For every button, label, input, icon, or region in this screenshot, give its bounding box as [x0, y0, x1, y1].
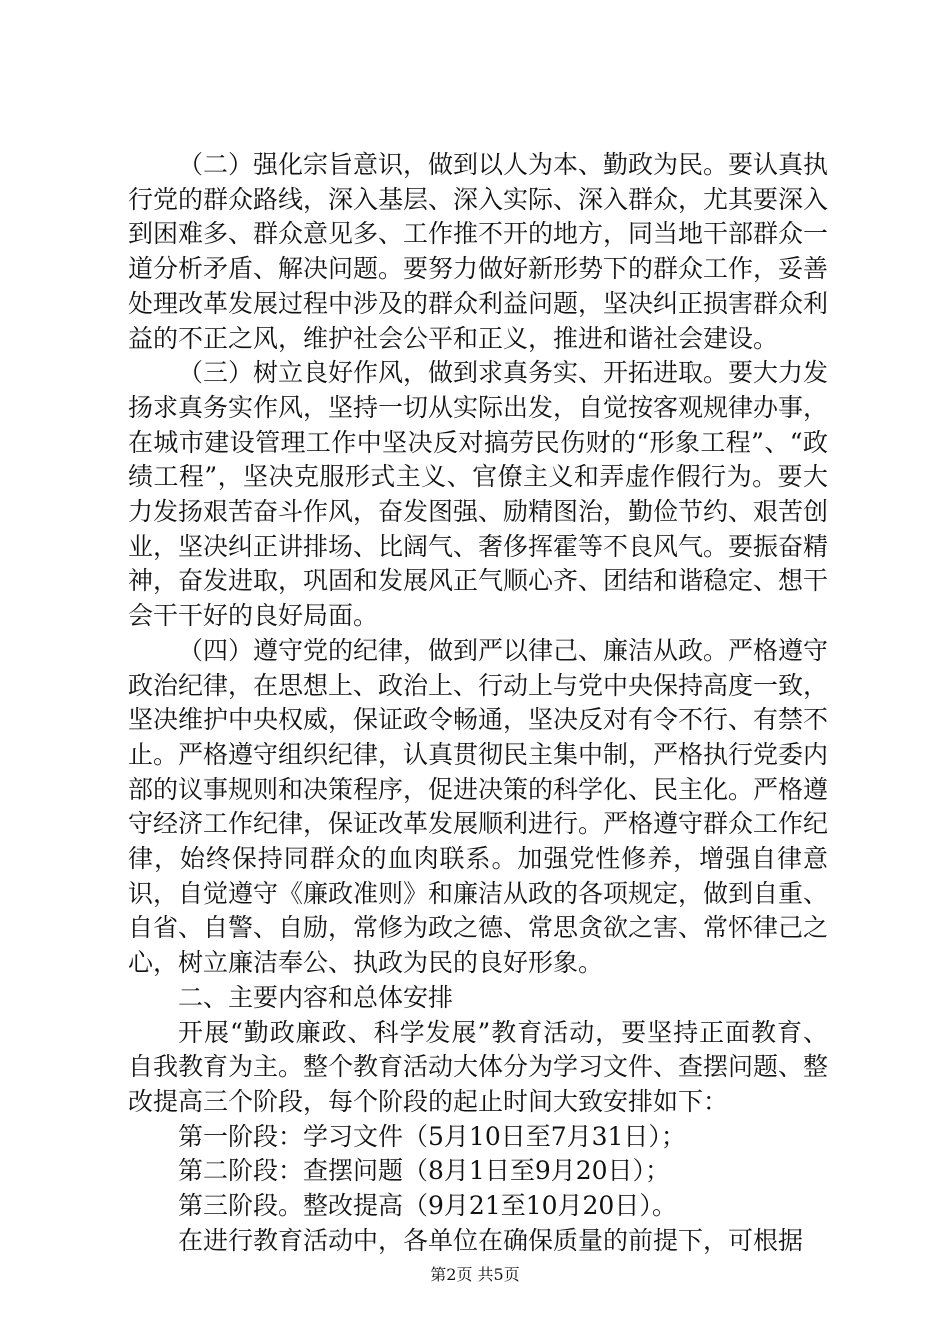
paragraph-style: （三）树立良好作风，做到求真务实、开拓进取。要大力发扬求真务实作风，坚持一切从实际出发，自觉按客观规律办事，在城市建设管理工作中坚决反对搞劳民伤财的“形象工程”、“政绩工程”，坚决克服形式主义、官僚主义和弄虚作假行为。要大力发扬艰苦奋斗作风，奋发图强、励精图治，勤俭节约、艰苦创业，坚决纠正讲排场、比阔气、奢侈挥霍等不良风气。要振奋精神，奋发进取，巩固和发展风正气顺心齐、团结和谐稳定、想干会干干好的良好局面。: [128, 358, 829, 631]
stage-three: 第三阶段。整改提高（9月21至10月20日）。: [178, 1191, 677, 1221]
document-body: [128, 148, 828, 1259]
paragraph-arrangement: 开展“勤政廉政、科学发展”教育活动，要坚持正面教育、自我教育为主。整个教育活动大体分为学习文件、查摆问题、整改提高三个阶段，每个阶段的起止时间大致安排如下：: [128, 1017, 829, 1116]
stage-one: 第一阶段：学习文件（5月10日至7月31日）；: [178, 1121, 686, 1151]
paragraph-closing: 在进行教育活动中，各单位在确保质量的前提下，可根据: [178, 1225, 804, 1255]
section-heading: 二、主要内容和总体安排: [178, 982, 454, 1012]
paragraph-purpose: （二）强化宗旨意识，做到以人为本、勤政为民。要认真执行党的群众路线，深入基层、深入实际、深入群众，尤其要深入到困难多、群众意见多、工作推不开的地方，同当地干部群众一道分析矛盾、解决问题。要努力做好新形势下的群众工作，妥善处理改革发展过程中涉及的群众利益问题，坚决纠正损害群众利益的不正之风，维护社会公平和正义，推进和谐社会建设。: [128, 150, 829, 353]
paragraph-discipline: （四）遵守党的纪律，做到严以律己、廉洁从政。严格遵守政治纪律，在思想上、政治上、行动上与党中央保持高度一致，坚决维护中央权威，保证政令畅通，坚决反对有令不行、有禁不止。严格遵守组织纪律，认真贯彻民主集中制，严格执行党委内部的议事规则和决策程序，促进决策的科学化、民主化。严格遵守经济工作纪律，保证改革发展顺利进行。严格遵守群众工作纪律，始终保持同群众的血肉联系。加强党性修养，增强自律意识，自觉遵守《廉政准则》和廉洁从政的各项规定，做到自重、自省、自警、自励，常修为政之德、常思贪欲之害、常怀律己之心，树立廉洁奉公、执政为民的良好形象。: [128, 635, 829, 978]
page-number: 第2页 共5页: [430, 1265, 520, 1284]
stage-two: 第二阶段：查摆问题（8月1日至9月20日）；: [178, 1156, 671, 1186]
